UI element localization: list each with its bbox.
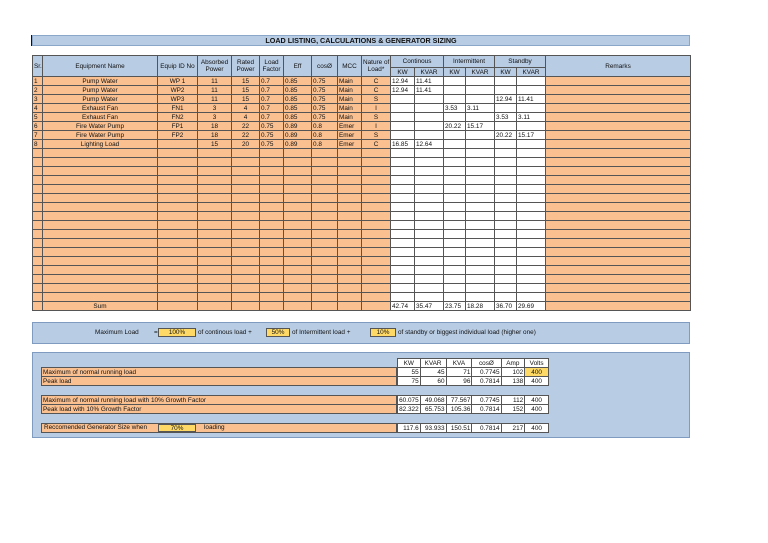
table-row	[33, 194, 691, 203]
summary-values-1	[397, 367, 549, 386]
cont-pct-text: of continous load +	[198, 329, 252, 336]
col-remarks: Remarks	[546, 56, 691, 77]
table-row	[33, 239, 691, 248]
col-standby: Standby	[495, 56, 546, 68]
table-row	[33, 167, 691, 176]
col-eff: Eff	[284, 56, 312, 77]
summary-values-3	[397, 423, 549, 433]
col-equip-id: Equip ID No	[158, 56, 198, 77]
col-stby-kw: KW	[495, 68, 517, 77]
table-row: 7 Fire Water Pump FP2 18 22 0.75 0.89 0.8 Emer S 20.22 15.17	[33, 131, 691, 140]
sheet-title: LOAD LISTING, CALCULATIONS & GENERATOR SIZING	[32, 35, 690, 46]
col-cos: cosØ	[312, 56, 338, 77]
max-load-label: Maximum Load	[95, 329, 139, 336]
summary-col-header: Volts	[525, 359, 549, 368]
col-cont-kw: KW	[391, 68, 415, 77]
table-row	[33, 284, 691, 293]
col-equipment: Equipment Name	[43, 56, 158, 77]
col-stby-kvar: KVAR	[517, 68, 546, 77]
loading-pct-input[interactable]: 70%	[158, 424, 196, 432]
stby-pct-text: of standby or biggest individual load (higher one)	[398, 329, 536, 336]
max-load-equals: =	[154, 329, 158, 336]
table-row: 6 Fire Water Pump FP1 18 22 0.75 0.89 0.8 Emer I 20.22 15.17	[33, 122, 691, 131]
table-row: 1 Pump Water WP 1 11 15 0.7 0.85 0.75 Main C 12.94 11.41	[33, 77, 691, 86]
col-int-kvar: KVAR	[466, 68, 495, 77]
col-continous: Continous	[391, 56, 444, 68]
cont-pct-input[interactable]: 100%	[158, 328, 196, 337]
col-nature: Nature of Load*	[362, 56, 391, 77]
summary-col-header: cosØ	[472, 359, 501, 368]
table-row: 2 Pump Water WP2 11 15 0.7 0.85 0.75 Main C 12.94 11.41	[33, 86, 691, 95]
table-row: 5 Exhaust Fan FN2 3 4 0.7 0.85 0.75 Main S 3.53 3.11	[33, 113, 691, 122]
col-int-kw: KW	[444, 68, 466, 77]
table-row	[33, 293, 691, 302]
col-load-factor: Load Factor	[260, 56, 284, 77]
col-absorbed: Absorbed Power	[198, 56, 232, 77]
summary-col-header: Amp	[501, 359, 525, 368]
summary-row: 60.075 49.068 77.567 0.7745 112 400	[398, 396, 549, 405]
int-pct-input[interactable]: 50%	[266, 328, 290, 337]
col-cont-kvar: KVAR	[415, 68, 444, 77]
summary-row: 117.6 93.933 150.51 0.7814 217 400	[398, 424, 549, 433]
summary-col-header: KW	[398, 359, 421, 368]
summary-row: 82.322 65.753 105.36 0.7814 152 400	[398, 405, 549, 414]
table-row	[33, 176, 691, 185]
table-row	[33, 275, 691, 284]
table-row	[33, 185, 691, 194]
summary-labels-2: Maximum of normal running load with 10% Growth Factor Peak load with 10% Growth Factor	[41, 395, 397, 414]
col-rated: Rated Power	[232, 56, 260, 77]
table-row	[33, 158, 691, 167]
table-row	[33, 221, 691, 230]
int-pct-text: of Intermittent load +	[292, 329, 351, 336]
col-intermittent: Intermittent	[444, 56, 495, 68]
col-mcc: MCC	[338, 56, 362, 77]
table-row: 3 Pump Water WP3 11 15 0.7 0.85 0.75 Main S 12.94 11.41	[33, 95, 691, 104]
col-sr: Sr.	[33, 56, 43, 77]
summary-values-2	[397, 395, 549, 414]
stby-pct-input[interactable]: 10%	[370, 328, 396, 337]
table-row	[33, 266, 691, 275]
sum-row: Sum 42.74 35.47 23.75 18.28 36.70 29.69	[33, 302, 691, 311]
table-row: 4 Exhaust Fan FN1 3 4 0.7 0.85 0.75 Main I 3.53 3.11	[33, 104, 691, 113]
summary-labels-1: Maximum of normal running load Peak load	[41, 367, 397, 386]
summary-col-header: KVAR	[420, 359, 446, 368]
table-row	[33, 149, 691, 158]
recommend-label: Reccomended Generator Size when	[44, 424, 148, 431]
load-table	[32, 55, 691, 311]
table-row	[33, 212, 691, 221]
table-row	[33, 203, 691, 212]
table-row	[33, 230, 691, 239]
sum-label: Sum	[43, 302, 158, 311]
table-row	[33, 257, 691, 266]
loading-text: loading	[204, 424, 225, 431]
summary-col-header: KVA	[446, 359, 472, 368]
table-row	[33, 248, 691, 257]
summary-row: 55 45 71 0.7745 102 400	[398, 368, 549, 377]
summary-row: 75 60 96 0.7814 138 400	[398, 377, 549, 386]
table-row: 8 Lighting Load 15 20 0.75 0.89 0.8 Emer C 16.85 12.64	[33, 140, 691, 149]
